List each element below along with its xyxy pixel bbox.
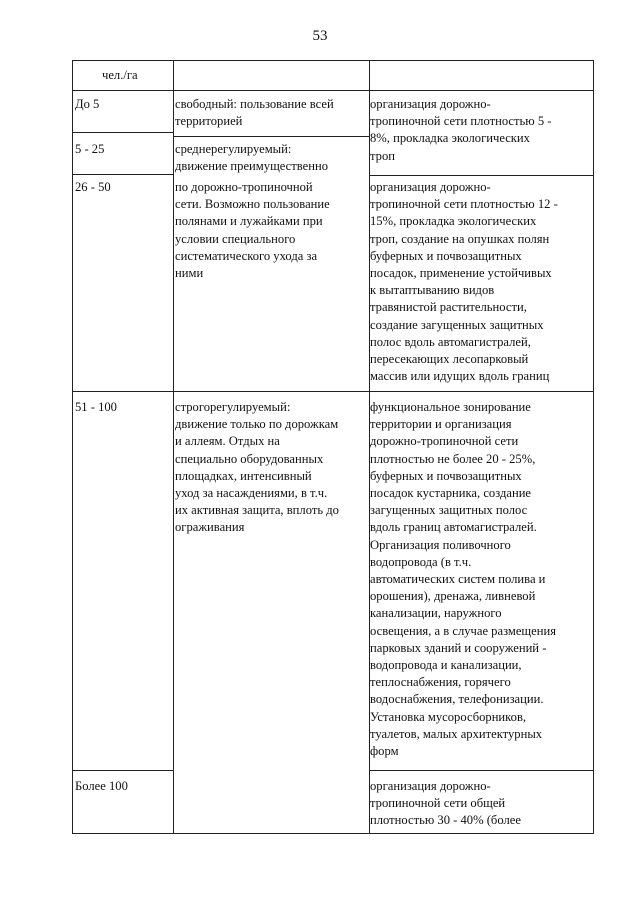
header-density-unit: чел./га — [102, 68, 138, 82]
row-measures: организация дорожно- тропиночной сети плотностью 5 - 8%, прокладка экологических троп — [370, 97, 552, 163]
column-divider — [173, 60, 174, 834]
table-border-right — [593, 60, 594, 834]
row-regime: среднерегулируемый: движение преимущественно — [175, 142, 329, 174]
row-measures: организация дорожно- тропиночной сети плотностью 12 - 15%, прокладка экологических троп, создание на опушках полян буферных и почвозащитных посадок, применение устойчивых к вытаптыванию видов травянистой растительности, создание загущенных защитных полос вдоль автомагистралей, пересекающих лесопарковый массив или идущих вдоль границ — [370, 180, 558, 384]
row-measures: организация дорожно- тропиночной сети общей плотностью 30 - 40% (более — [370, 779, 521, 828]
zoning-table — [72, 60, 594, 834]
row-divider — [369, 175, 594, 176]
table-border-bottom — [72, 833, 594, 834]
row-density: 26 - 50 — [75, 180, 111, 194]
row-divider — [72, 770, 173, 771]
row-density: 51 - 100 — [75, 400, 117, 414]
row-regime: строгорегулируемый: движение только по дорожкам и аллеям. Отдых на специально оборудованных площадках, интенсивный уход за насаждениями, в т.ч. их активная защита, вплоть до ограживания — [175, 400, 339, 535]
row-divider — [369, 770, 594, 771]
table-border-left — [72, 60, 73, 834]
row-divider — [72, 391, 594, 392]
row-regime: свободный: пользование всей территорией — [175, 97, 334, 129]
row-density: До 5 — [75, 97, 100, 111]
row-divider — [173, 136, 369, 137]
row-regime: по дорожно-тропиночной сети. Возможно пользование полянами и лужайками при условии специального систематического ухода за ними — [175, 180, 330, 281]
table-border-top — [72, 60, 594, 61]
row-divider — [72, 174, 173, 175]
row-divider — [72, 132, 173, 133]
row-measures: функциональное зонирование территории и организация дорожно-тропиночной сети плотностью не более 20 - 25%, буферных и почвозащитных посадок кустарника, создание загущенных защитных полос вдоль границ автомагистралей. Организация поливочного водопровода (в т.ч. автоматических систем полива и орошения), дренажа, ливневой канализации, наружного освещения, а в случае размещения парковых зданий и сооружений - водопровода и канализации, теплоснабжения, горячего водоснабжения, телефонизации. Установка мусоросборников, туалетов, малых архитектурных форм — [370, 400, 556, 759]
page-number: 53 — [312, 28, 328, 44]
row-density: Более 100 — [75, 779, 128, 793]
row-density: 5 - 25 — [75, 142, 105, 156]
row-divider — [72, 90, 594, 91]
